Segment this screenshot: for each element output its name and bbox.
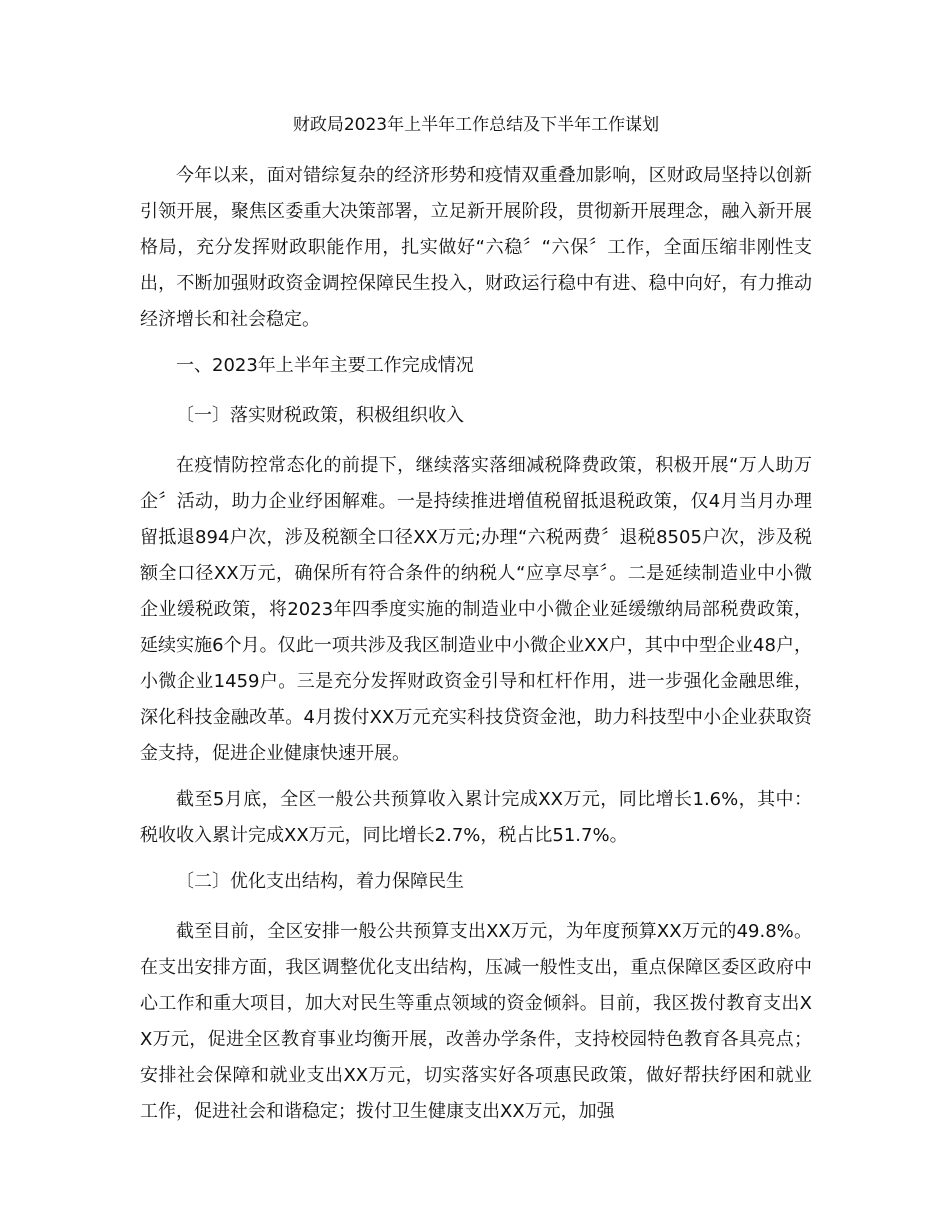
subsection-1-paragraph-1: 在疫情防控常态化的前提下，继续落实落细减税降费政策，积极开展“万人助万企〞活动，助力企业纾困解难。一是持续推进增值税留抵退税政策，仅4月当月办理留抵退894户次，涉及税额全口径XX万元;办理“六税两费〞退税8505户次，涉及税额全口径XX万元，确保所有符合条件的纳税人“应享尽享〞。二是延续制造业中小微企业缓税政策，将2023年四季度实施的制造业中小微企业延缓缴纳局部税费政策，延续实施6个月。仅此一项共涉及我区制造业中小微企业XX户，其中中型企业48户，小微企业1459户。三是充分发挥财政资金引导和杠杆作用，进一步强化金融思维，深化科技金融改革。4月拨付XX万元充实科技贷资金池，助力科技型中小企业获取资金支持，促进企业健康快速开展。: [140, 455, 812, 764]
subsection-heading-1: 〔一〕落实财税政策，积极组织收入: [176, 405, 464, 426]
subsection-1-paragraph-2: 截至5月底，全区一般公共预算收入累计完成XX万元，同比增长1.6%，其中：税收收入累计完成XX万元，同比增长2.7%，税占比51.7%。: [140, 789, 812, 846]
document-page: [140, 112, 812, 1140]
section-heading-1: 一、2023年上半年主要工作完成情况: [176, 355, 474, 376]
intro-paragraph: 今年以来，面对错综复杂的经济形势和疫情双重叠加影响，区财政局坚持以创新引领开展，聚焦区委重大决策部署，立足新开展阶段，贯彻新开展理念，融入新开展格局，充分发挥财政职能作用，扎实做好“六稳〞“六保〞工作，全面压缩非刚性支出，不断加强财政资金调控保障民生投入，财政运行稳中有进、稳中向好，有力推动经济增长和社会稳定。: [140, 165, 812, 330]
subsection-heading-2: 〔二〕优化支出结构，着力保障民生: [176, 871, 464, 892]
document-title: 财政局2023年上半年工作总结及下半年工作谋划: [292, 115, 660, 135]
subsection-2-paragraph-1: 截至目前，全区安排一般公共预算支出XX万元，为年度预算XX万元的49.8%。在支出安排方面，我区调整优化支出结构，压减一般性支出，重点保障区委区政府中心工作和重大项目，加大对民生等重点领域的资金倾斜。目前，我区拨付教育支出XX万元，促进全区教育事业均衡开展，改善办学条件，支持校园特色教育各具亮点；安排社会保障和就业支出XX万元，切实落实好各项惠民政策，做好帮扶纾困和就业工作，促进社会和谐稳定；拨付卫生健康支出XX万元，加强: [140, 921, 812, 1122]
